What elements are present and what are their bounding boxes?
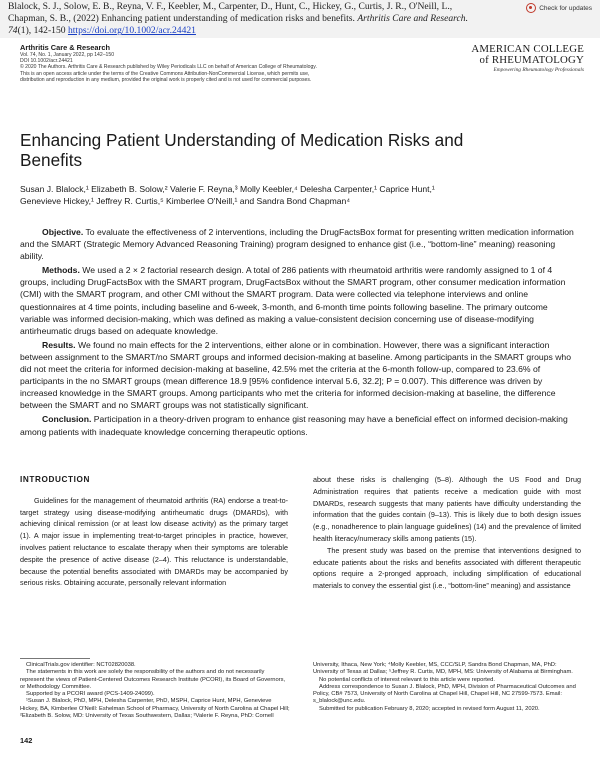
acr-logo-line-1: AMERICAN COLLEGE <box>471 43 584 55</box>
acr-logo <box>454 44 584 73</box>
journal-name: Arthritis Care & Research <box>20 43 110 52</box>
abstract-methods: Methods. We used a 2 × 2 factorial research design. A total of 286 patients with rheumatoid arthritis were randomly assigned to 1 of 4 groups, including DrugFactsBox with the SMART program, DrugFactsBox without the SMART program, other consumer medication information (CMI) with the SMART program, and other CMI without the SMART program. Data were collected via telephone interviews and online questionnaires at 4 time points, including baseline and 6-week, 3-month, and 6-month time points following baseline. The primary outcome variable was informed decision-making, which was defined as making a value-consistent decision concerning use of disease-modifying antirheumatic drugs based on adequate knowledge. <box>20 265 566 336</box>
check-for-updates-button[interactable] <box>526 3 592 13</box>
intro-paragraph-1: Guidelines for the management of rheumatoid arthritis (RA) endorse a treat-to-target strategy using disease-modifying antirheumatic drugs (DMARDs), with achieving clinical remission (or at least low disease activity) as the primary target (1). A major issue in implementing treat-to-target principles in practice, however, involves patient reluctance to escalate therapy when their symptoms are tolerable despite the presence of active disease (2–4). This reluctance is understandable, because the potential benefits associated with DMARDs may be accompanied by serious risks. Obtaining accurate, personally relevant information <box>20 495 288 588</box>
author-list <box>20 183 580 208</box>
intro-paragraph-2: about these risks is challenging (5–8). Although the US Food and Drug Administration requires that patients receive a medication guide with most DMARDs, research suggests that many patients have difficulty understanding the information that the guides contain (9–13). This is likely due to both design issues (e.g., nonadherence to plain language guidelines) (14) and the prevalence of limited health literacy/numeracy skills among patients (15). <box>313 475 581 543</box>
acr-logo-line-2: of RHEUMATOLOGY <box>479 54 584 66</box>
footnote: Address correspondence to Susan J. Blalock, PhD, MPH, Division of Pharmaceutical Outcomes and Policy, CB# 7573, University of North Carolina at Chapel Hill, Chapel Hill, NC 27599-7573. Email: s_blalock@unc.edu. <box>313 683 576 705</box>
license-line-3: distribution and reproduction in any medium, provided the original work is properly cited and is not used for commercial purposes. <box>20 76 312 83</box>
citation-header <box>0 0 600 38</box>
abstract-objective: Objective. To evaluate the effectiveness of 2 interventions, including the DrugFactsBox format for presenting written medication information and the SMART (Strategic Memory Advanced Reasoning Training) program designed to enhance gist (i.e., “bottom-line” meaning) reasoning ability. <box>20 227 574 262</box>
footnote: No potential conflicts of interest relevant to this article were reported. <box>319 676 495 683</box>
citation-line-2: Chapman, S. B., (2022) Enhancing patient understanding of medication risks and benefits. Arthritis Care and Research. <box>8 13 468 25</box>
check-updates-label: Check for updates <box>539 4 592 12</box>
abstract-results: Results. We found no main effects for the 2 interventions, either alone or in combination. However, there was a significant interaction between assignment to the SMART/no SMART groups and informed decision-making at baseline. Among participants in the SMART groups who did not meet the criteria for informed decision-making at baseline, 42.5% met the criteria at the 6-month follow-up, compared to 23.6% of participants in the no SMART groups (mean difference 18.9 [95% confidence interval 5.6, 32.2]; P = 0.007). This difference was driven by increased knowledge in the SMART groups. Among participants who met the criteria for informed decision-making at baseline, the difference between the SMART and no SMART groups was not statistically significant. <box>20 339 572 411</box>
intro-paragraph-3: The present study was based on the premise that interventions designed to educate patients about the risks and benefits associated with different therapeutic options require a 2-pronged approach, including simplification of educational materials to convey the essential gist (i.e., “bottom-line” meaning) and assistance <box>313 545 581 591</box>
footnote: University, Ithaca, New York; ⁴Molly Keebler, MS, CCC/SLP, Sandra Bond Chapman, MA, PhD: University of Texas at Dallas; ⁵Jeffrey R. Curtis, MD, MPH, MS: University of Alabama at Birmingham. <box>313 662 573 676</box>
journal-doi: DOI 10.1002/acr.24421 <box>20 58 73 65</box>
footnotes-left <box>20 662 290 720</box>
abstract <box>20 226 575 440</box>
acr-tagline: Empowering Rheumatology Professionals <box>493 67 584 73</box>
citation-line-1: Blalock, S. J., Solow, E. B., Reyna, V. F., Keebler, M., Carpenter, D., Hunt, C., Hickey, G., Curtis, J. R., O'Neill, L., <box>8 1 453 12</box>
crossmark-icon <box>526 3 536 13</box>
footnote: The statements in this work are solely the responsibility of the authors and do not necessarily represent the views of Patient-Centered Outcomes Research Institute (PCORI), its Board of Governors, or Methodology Committee. <box>20 669 286 690</box>
journal-header <box>20 43 440 83</box>
doi-link[interactable]: https://doi.org/10.1002/acr.24421 <box>67 25 196 37</box>
body-column-left <box>20 474 288 589</box>
footnote-rule-left <box>20 658 90 659</box>
footnote: Submitted for publication February 8, 2020; accepted in revised form August 11, 2020. <box>319 705 540 712</box>
body-column-right <box>313 474 581 592</box>
license-line-1: © 2020 The Authors. Arthritis Care & Research published by Wiley Periodicals LLC on behalf of American College of Rheumatology. <box>20 64 317 71</box>
license-line-2: This is an open access article under the terms of the Creative Commons Attribution-NonCommercial License, which permits use, <box>20 70 310 77</box>
footnotes-right <box>313 662 583 713</box>
abstract-conclusion: Conclusion. Participation in a theory-driven program to enhance gist reasoning may have a beneficial effect on informed decision-making among patients with inadequate knowledge concerning therapeutic options. <box>20 414 568 437</box>
journal-volume: Vol. 74, No. 1, January 2022, pp 142–150 <box>20 52 115 58</box>
footnote: Supported by a PCORI award (PCS-1409-24099). <box>26 691 155 698</box>
authors-line-1: Susan J. Blalock,¹ Elizabeth B. Solow,² Valerie F. Reyna,³ Molly Keebler,⁴ Delesha Carpenter,¹ Caprice Hunt,¹ <box>20 184 435 194</box>
article-title: Enhancing Patient Understanding of Medication Risks and Benefits <box>20 130 464 170</box>
page-number: 142 <box>20 736 33 745</box>
footnote: ClinicalTrials.gov identifier: NCT02820038. <box>26 662 136 668</box>
authors-line-2: Genevieve Hickey,¹ Jeffrey R. Curtis,⁵ Kimberlee O'Neill,¹ and Sandra Bond Chapman⁴ <box>20 196 351 207</box>
citation-line-3: 74(1), 142-150 https://doi.org/10.1002/acr.24421 <box>8 25 196 37</box>
introduction-heading: INTRODUCTION <box>20 475 90 484</box>
footnote: ¹Susan J. Blalock, PhD, MPH, Delesha Carpenter, PhD, MSPH, Caprice Hunt, MPH, Genevieve Hickey, BA, Kimberlee O'Neill: Eshelman School of Pharmacy, University of North Carolina at Chapel Hill; ²Elizabeth B. Solow, MD: University of Texas Southwestern, Dallas; ³Valerie F. Reyna, PhD: Cornell <box>20 698 290 720</box>
